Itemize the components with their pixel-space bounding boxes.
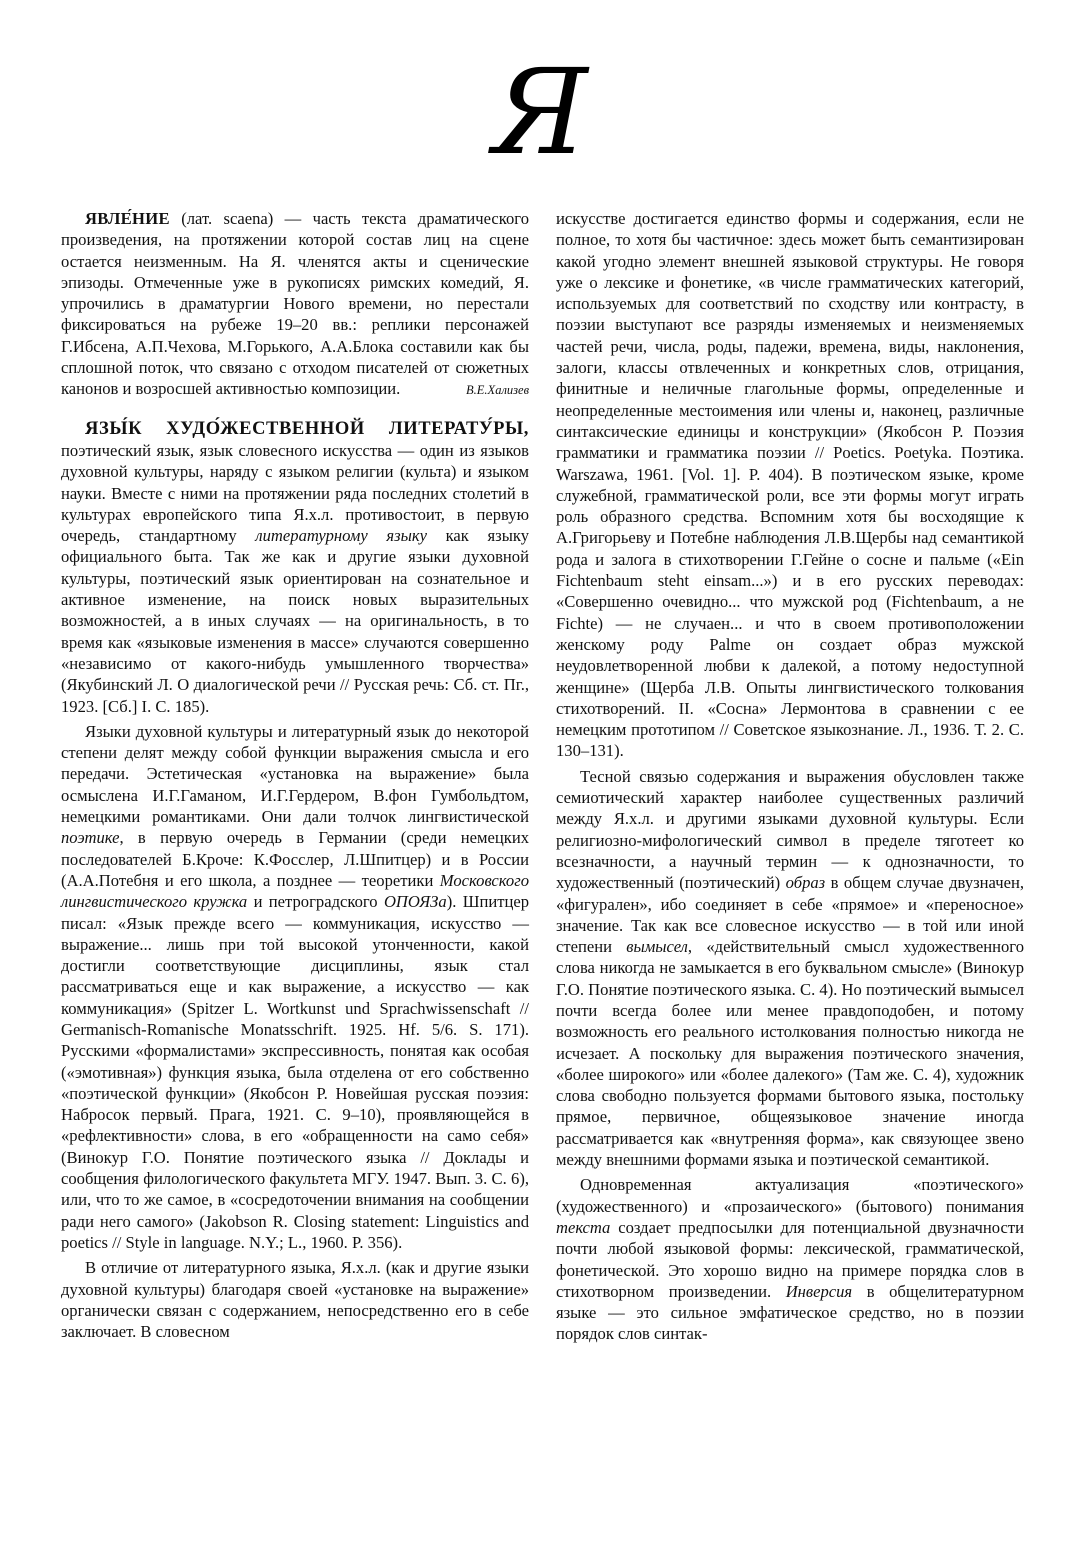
paragraph-text: Языки духовной культуры и литературный язык до некоторой степени делят между собой функции выражения смысла и его передачи. Эстетическая «установка на выражение» была осмыслена И.Г.Гаманом, И.Г.Гердером, В.фон Гумбольдтом, немецкими романтиками. Они дали толчок лингвистической xyxy=(61,721,529,827)
cross-reference: ОПОЯЗа xyxy=(383,892,447,912)
entry-yazyk xyxy=(61,418,529,717)
author-signature: В.Е.Хализев xyxy=(466,382,529,397)
cross-reference: Московского лингвистического кружка xyxy=(61,870,529,912)
paragraph xyxy=(556,766,1024,1171)
paragraph-text: поэтический язык, язык словесного искусства — один из языков духовной культуры, наряду с языком религии (культа) и языком науки. Вместе с ними на протяжении ряда последних столетий в культурах европейского типа Я.х.л. противостоит, в первую очередь, стандартному xyxy=(61,440,529,546)
section-letter: Я xyxy=(492,43,588,181)
paragraph-text: в общем случае двузначен, «фигурален», ибо соединяет в себе «прямое» и «переносное» значение. Так как все словесное искусство — в той или иной степени xyxy=(556,873,1024,957)
headword-yavlenie: ЯВЛЕ́НИЕ xyxy=(85,209,170,228)
cross-reference: Инверсия xyxy=(785,1281,853,1301)
paragraph-text: в общелитературном языке — это сильное эмфатическое средство, но в поэзии порядок слов синтак- xyxy=(556,1281,1024,1344)
paragraph-text: как языку официального быта. Так же как и другие языки духовной культуры, поэтический язык ориентирован на сознательное и активное изменение, на поиск новых выразительных возможностей, а в иных случаях — на оригинальность, в то время как «языковые изменения в массе» случаются совершенно «независимо от какого-нибудь умышленного творчества» (Якубинский Л. О диалогической речи // Русская речь: Сб. ст. Пг., 1923. [Сб.] I. С. 185). xyxy=(61,526,529,716)
paragraph-text: создает предпосылки для потенциальной двузначности почти любой языковой формы: лексической, грамматической, фонетической. Это хорошо видно на примере порядка слов в стихотворном произведении. xyxy=(556,1217,1024,1301)
paragraph-text: и петроградского xyxy=(247,892,384,912)
right-column xyxy=(556,208,1024,1345)
paragraph-text: Тесной связью содержания и выражения обусловлен также семиотический характер наиболее существенных различий между Я.х.л. и другими языками духовной культуры. Если религиозно-мифологический символ в пределе тяготеет ко всезначности, а научный термин — к однозначности, то художественный (поэтический) xyxy=(556,766,1024,893)
cross-reference: вымысел xyxy=(626,937,688,957)
paragraph-text: , «действительный смысл художественного слова никогда не замыкается в его буквальном смысле» (Винокур Г.О. Понятие поэтического языка. С. 4). Но поэтический вымысел почти всегда более или менее правдоподобен, и потому возможность его реального истолкования полностью никогда не исчезает. А поскольку для выражения поэтического значения, «более широкого» или «более далекого» (Там же. С. 4), художник слова свободно пользуется формами бытового языка, постольку прямое, первичное, общеязыковое значение иногда рассматривается как «внутренняя форма», как связующее звено между внешними формами языка и поэтической семантикой. xyxy=(556,937,1024,1170)
left-column xyxy=(61,208,529,1342)
cross-reference: образ xyxy=(785,873,826,893)
paragraph xyxy=(556,1174,1024,1344)
paragraph xyxy=(61,721,529,1253)
entry-yavlenie-text: (лат. scaena) — часть текста драматического произведения, на протяжении которой состав лиц на сцене остается неизменным. На Я. членятся акты и сценические эпизоды. Отмеченные уже в рукописях римских комедий, Я. упрочились в драматургии Нового времени, но перестали фиксироваться на рубеже 19–20 вв.: реплики персонажей Г.Ибсена, А.П.Чехова, М.Горького, А.А.Блока составили как бы сплошной поток, что связано с отходом писателей от сюжетных канонов и возросшей активностью композиции. xyxy=(61,209,529,399)
paragraph-text: , в первую очередь в Германии (среди немецких последователей Б.Кроче: К.Фосслер, Л.Шпитцер) и в России (А.А.Потебня и его школа, а позднее — теоретики xyxy=(61,828,529,890)
cross-reference: литературному языку xyxy=(255,526,427,546)
headword-yazyk: ЯЗЫ́К ХУДО́ЖЕСТВЕННОЙ ЛИТЕРАТУ́РЫ, xyxy=(85,418,529,439)
entry-yavlenie xyxy=(61,208,529,400)
paragraph: искусстве достигается единство формы и содержания, если не полное, то хотя бы частичное: здесь может быть семантизирован какой угодно элемент внешней языковой структуры. Не говоря уже о лексике и фонетике, «в числе грамматических категорий, используемых для соответствий по сходству или контрасту, в поэзии выступают все разряды изменяемых и неизменяемых частей речи, числа, роды, падежи, времена, виды, наклонения, залоги, классы отвлеченных и конкретных слов, отрицания, финитные и неличные глагольные формы, определенные и неопределенные местоимения или члены и, наконец, различные синтаксические единицы и конструкции» (Якобсон Р. Поэзия грамматики и грамматика поэзии // Poetics. Poetyka. Поэтика. Warszawa, 1961. [Vol. 1]. P. 404). В поэтическом языке, кроме служебной, грамматической роли, все эти формы могут играть роль образного средства. Вспомним хотя бы восходящие к А.Григорьеву и Потебне наблюдения Л.В.Щербы над семантикой рода и залога в стихотворении Г.Гейне о сосне и пальме («Ein Fichtenbaum steht einsam...») и в его русских переводах: «Совершенно очевидно... что мужской род (Fichtenbaum, а не Fichte) — не случаен... и что в своем противоположении женскому роду Palme он создает образ мужской неудовлетворенной любви к далекой, а потому недоступной женщине» (Щерба Л.В. Опыты лингвистического толкования стихотворений. II. «Сосна» Лермонтова в сравнении с ее немецким прототипом // Советское языкознание. Л., 1936. Т. 2. С. 130–131). xyxy=(556,209,1024,761)
paragraph-text: Одновременная актуализация «поэтического» (художественного) и «прозаического» (бытового) понимания xyxy=(556,1175,1024,1216)
cross-reference: поэтике xyxy=(61,828,120,848)
cross-reference: текста xyxy=(556,1217,611,1237)
paragraph-text: ). Шпитцер писал: «Язык прежде всего — коммуникация, искусство — выражение... лишь при той высокой утонченности, какой достигли соответствующие дисциплины, язык стал рассматриваться еще и как выражение, а искусство — как коммуникация» (Spitzer L. Wortkunst und Sprachwissenschaft // Germanisch-Romanische Monatsschrift. 1925. Hf. 5/6. S. 171). Русскими «формалистами» экспрессивность, понятая как особая («эмотивная») функция языка, была отделена от его собственно «поэтической функции» (Якобсон Р. Новейшая русская поэзия: Набросок первый. Прага, 1921. С. 9–10), проявляющейся в «рефлективности» слова, в его «обращенности на само себя» (Винокур Г.О. Понятие поэтического языка // Доклады и сообщения филологического факультета МГУ. 1947. Вып. 3. С. 6), или, что то же самое, в «сосредоточении внимания на сообщении ради него самого» (Jakobson R. Closing statement: Linguistics and poetics // Style in language. N.Y.; L., 1960. P. 356). xyxy=(61,892,530,1252)
paragraph: В отличие от литературного языка, Я.х.л. (как и другие языки духовной культуры) благодаря своей «установке на выражение» органически связан с содержанием, непосредственно его в себе заключает. В словесном xyxy=(61,1258,529,1342)
